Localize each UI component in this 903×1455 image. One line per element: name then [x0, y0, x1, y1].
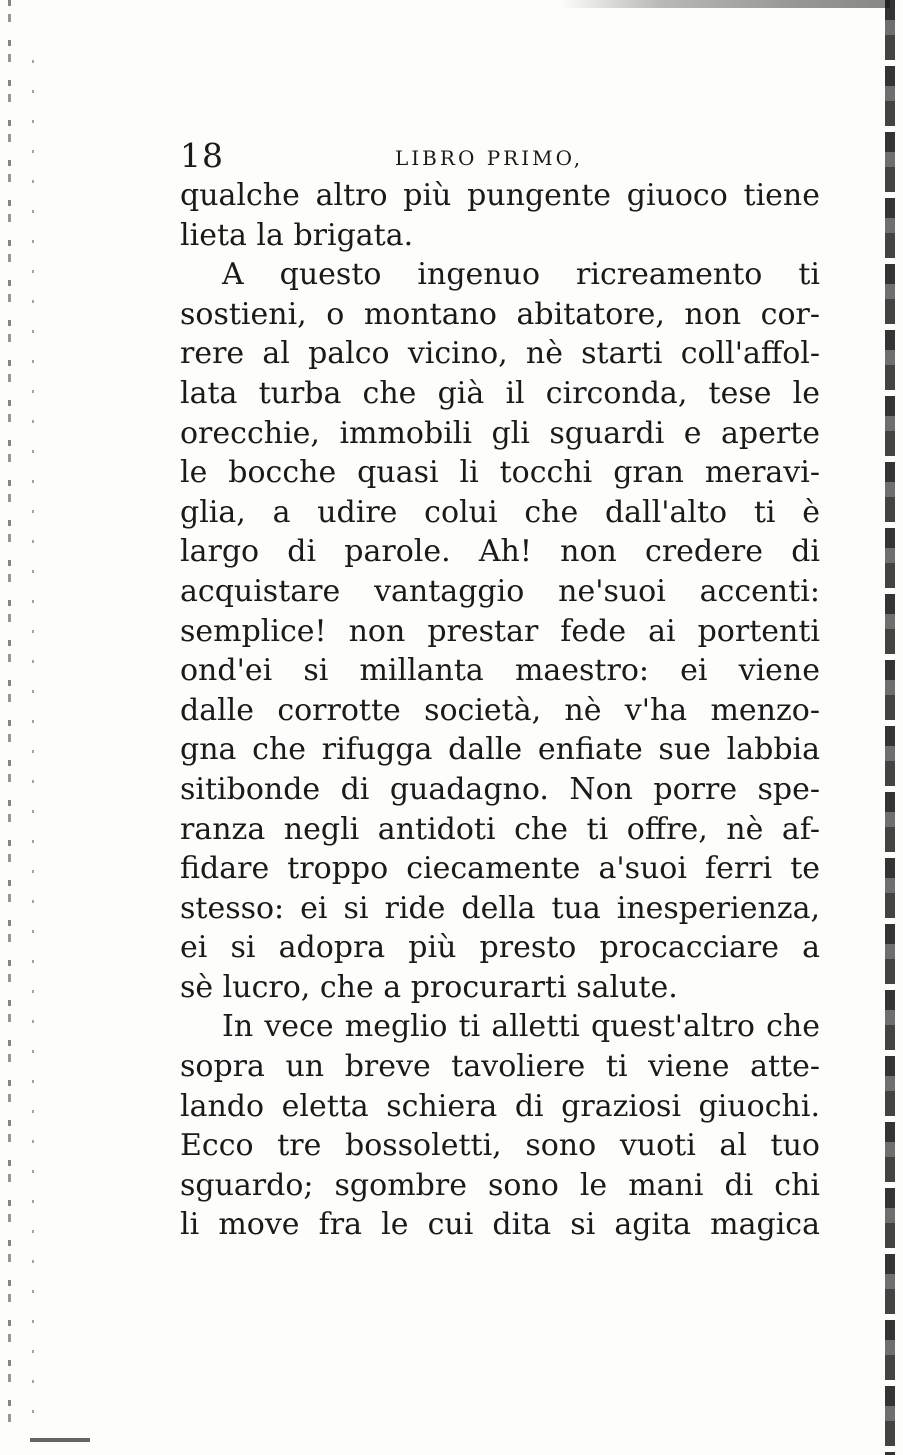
- text-line: ranza negli antidoti che ti offre, nè af-: [180, 811, 820, 847]
- body-text: [180, 176, 820, 1245]
- running-head: [180, 136, 820, 176]
- text-line: sopra un breve tavoliere ti viene atte-: [180, 1049, 820, 1085]
- page-number: 18: [180, 136, 224, 175]
- text-line: orecchie, immobili gli sguardi e aperte: [180, 415, 820, 451]
- text-line: semplice! non prestar fede ai portenti: [180, 613, 820, 649]
- scan-edge-right: [885, 0, 895, 1455]
- text-line: lando eletta schiera di graziosi giuochi.: [180, 1088, 820, 1124]
- text-line: A questo ingenuo ricreamento ti: [222, 257, 820, 293]
- text-line: Ecco tre bossoletti, sono vuoti al tuo: [180, 1128, 820, 1164]
- text-line: sè lucro, che a procurarti salute.: [180, 969, 678, 1005]
- running-title: LIBRO PRIMO,: [395, 146, 584, 170]
- scan-edge-top: [560, 0, 890, 8]
- scan-edge-bottom: [30, 1438, 90, 1442]
- text-line: In vece meglio ti alletti quest'altro che: [222, 1009, 820, 1045]
- text-line: qualche altro più pungente giuoco tiene: [180, 178, 820, 213]
- text-line: acquistare vantaggio ne'suoi accenti:: [180, 573, 820, 609]
- text-line: gna che rifugga dalle enfiate sue labbia: [180, 732, 820, 768]
- text-line: li move fra le cui dita si agita magica: [180, 1207, 820, 1243]
- text-line: glia, a udire colui che dall'alto ti è: [180, 494, 820, 530]
- text-line: ei si adopra più presto procacciare a: [180, 930, 820, 966]
- text-line: stesso: ei si ride della tua inesperienza,: [180, 890, 820, 926]
- text-line: sguardo; sgombre sono le mani di chi: [180, 1167, 820, 1203]
- text-line: sostieni, o montano abitatore, non cor-: [180, 296, 820, 332]
- text-line: sitibonde di guadagno. Non porre spe-: [180, 771, 820, 807]
- scan-edge-left-inner: [32, 60, 34, 1430]
- text-line: dalle corrotte società, nè v'ha menzo-: [180, 692, 820, 728]
- text-line: ond'ei si millanta maestro: ei viene: [180, 653, 820, 689]
- scan-edge-left: [8, 0, 11, 1440]
- text-line: lata turba che già il circonda, tese le: [180, 375, 820, 411]
- text-line: le bocche quasi li tocchi gran meravi-: [180, 455, 820, 491]
- text-line: fidare troppo ciecamente a'suoi ferri te: [180, 851, 820, 887]
- text-line: lieta la brigata.: [180, 217, 414, 253]
- text-line: rere al palco vicino, nè starti coll'affol-: [180, 336, 820, 372]
- text-line: largo di parole. Ah! non credere di: [180, 534, 820, 570]
